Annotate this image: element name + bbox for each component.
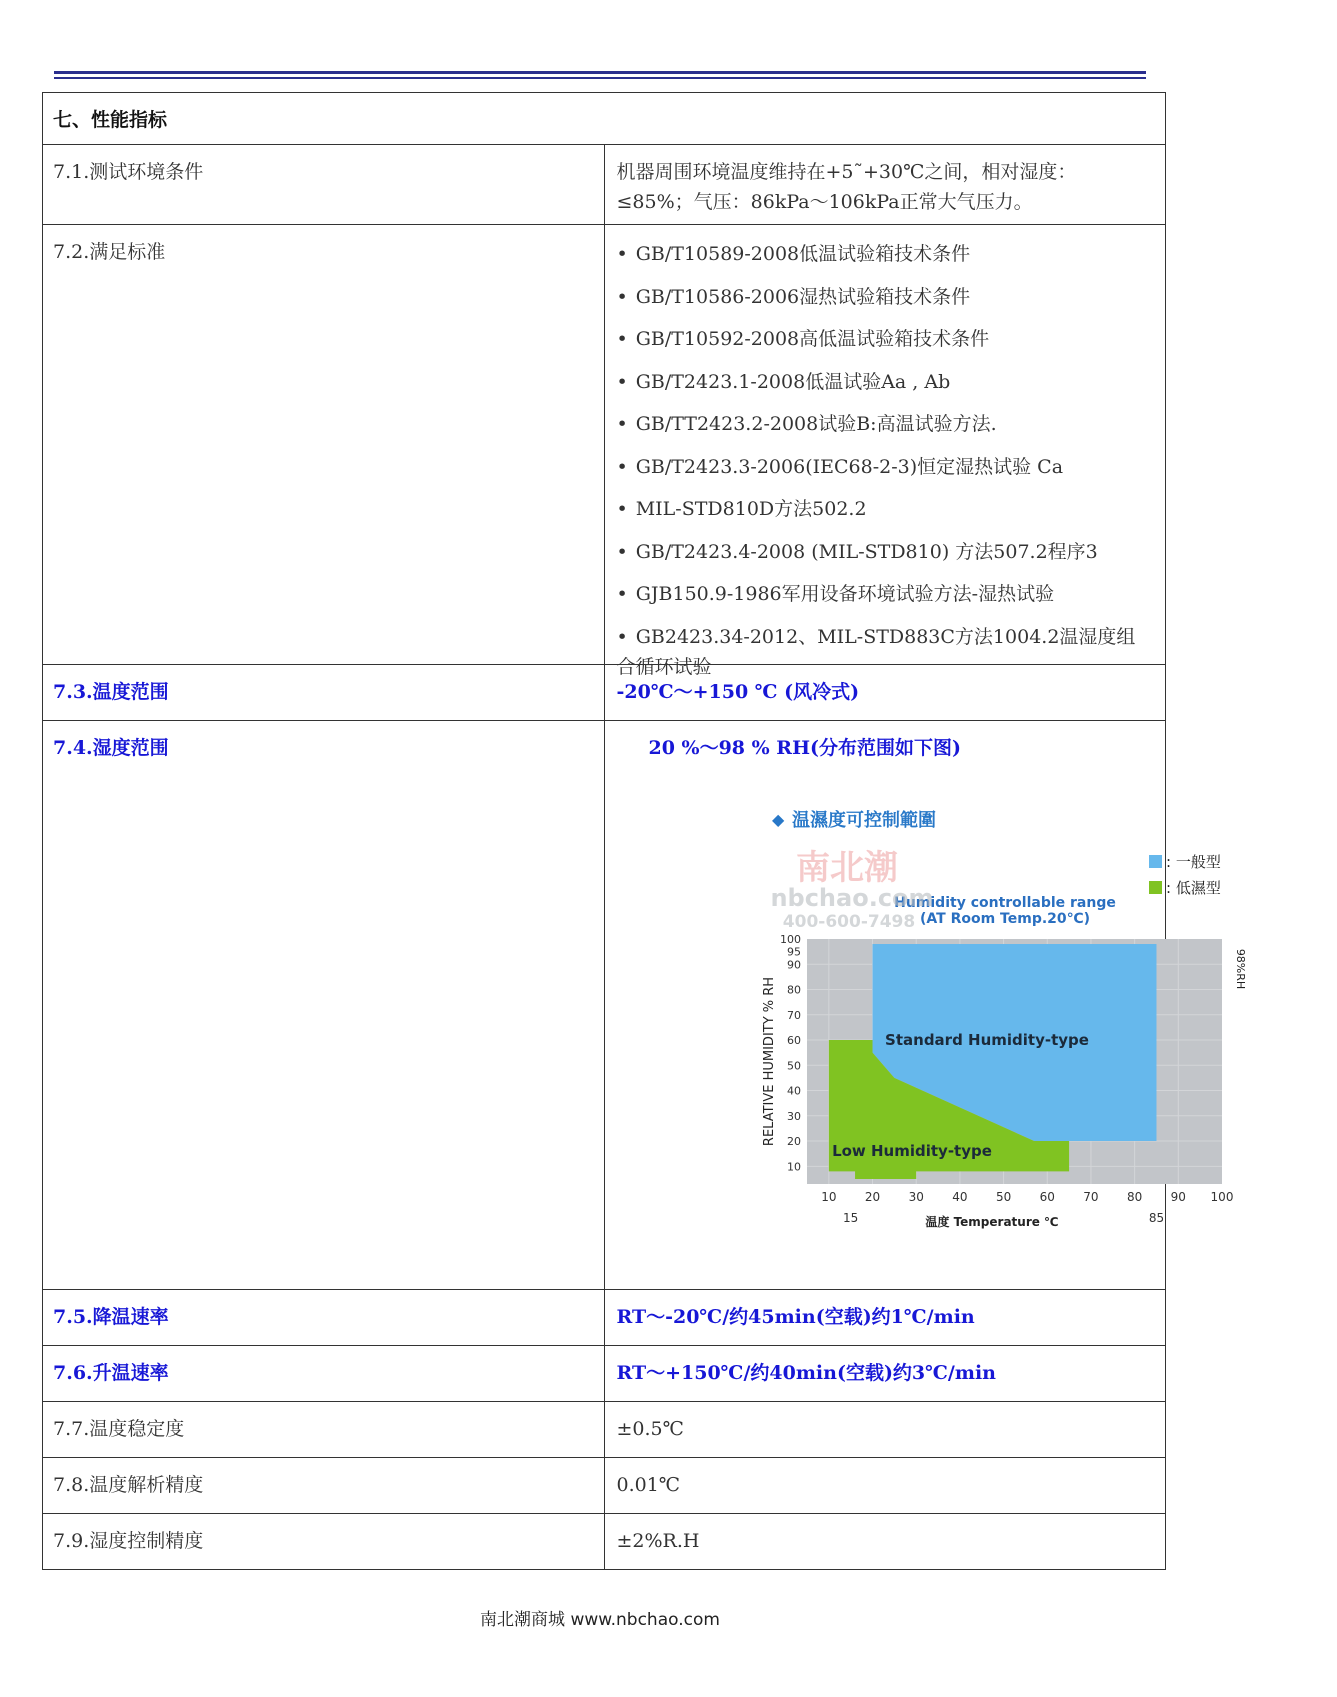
right-axis-label: 98%RH xyxy=(1233,948,1247,990)
x-tick-label: 50 xyxy=(995,1190,1011,1204)
y-tick-label: 90 xyxy=(786,958,801,972)
x-tick-label: 70 xyxy=(1082,1190,1099,1204)
header-rule-bottom xyxy=(54,77,1146,79)
row-value-temp-resolution: 0.01℃ xyxy=(604,1458,1166,1514)
list-item: • GJB150.9-1986军用设备环境试验方法-湿热试验 xyxy=(617,579,1154,622)
x-tick-label-extra: 15 xyxy=(842,1211,858,1225)
x-tick-label: 80 xyxy=(1126,1190,1142,1204)
spec-table xyxy=(42,92,1247,1570)
legend-label: : 低濕型 xyxy=(1165,879,1221,897)
humidity-chart-svg xyxy=(617,769,1337,1239)
y-tick-label: 80 xyxy=(786,983,801,997)
watermark-brand: 南北潮 xyxy=(795,848,898,888)
humidity-range-text: 20 %～98 % RH(分布范围如下图) xyxy=(648,737,962,759)
list-item: • GB/T10589-2008低温试验箱技术条件 xyxy=(617,239,1154,282)
row-value-standards xyxy=(604,225,1166,678)
y-tick-label: 40 xyxy=(786,1084,801,1098)
y-tick-label: 100 xyxy=(779,933,801,946)
diamond-icon: ◆ xyxy=(771,810,784,829)
chart-title: 温濕度可控制範圍 xyxy=(791,810,936,831)
y-tick-label: 95 xyxy=(786,945,801,959)
header-rule-top xyxy=(54,71,1146,74)
page-footer: 南北潮商城 www.nbchao.com xyxy=(480,1610,720,1630)
y-tick-label: 30 xyxy=(786,1109,801,1123)
legend-swatch xyxy=(1149,881,1162,894)
row-value-heating-rate: RT～+150℃/约40min(空载)约3℃/min xyxy=(604,1346,1166,1402)
x-axis-label: 温度 Temperature ℃ xyxy=(924,1215,1059,1229)
row-label-temp-range: 7.3.温度范围 xyxy=(43,665,605,721)
row-label-cooling-rate: 7.5.降温速率 xyxy=(43,1290,605,1346)
chart-subtitle-1: Humidity controllable range xyxy=(893,895,1116,911)
legend-swatch xyxy=(1149,855,1162,868)
row-label-temp-stability: 7.7.温度稳定度 xyxy=(43,1402,605,1458)
row-label-standards: 7.2.满足标准 xyxy=(43,225,605,665)
row-label-temp-resolution: 7.8.温度解析精度 xyxy=(43,1458,605,1514)
x-tick-label: 90 xyxy=(1170,1190,1186,1204)
x-tick-label: 60 xyxy=(1039,1190,1055,1204)
row-value-test-env: 机器周围环境温度维持在+5˜+30℃之间，相对湿度：≤85%；气压：86kPa～106kPa正常大气压力。 xyxy=(604,145,1166,225)
x-tick-label: 30 xyxy=(908,1190,924,1204)
legend-label: : 一般型 xyxy=(1165,853,1221,871)
y-tick-label: 70 xyxy=(786,1008,801,1022)
y-tick-label: 50 xyxy=(786,1059,801,1073)
row-label-humidity-range: 7.4.湿度范围 xyxy=(43,721,605,1290)
y-axis-label: RELATIVE HUMIDITY % RH xyxy=(761,976,777,1147)
row-value-temp-range: -20℃～+150 ℃ (风冷式) xyxy=(604,665,1166,721)
row-value-humidity-accuracy: ±2%R.H xyxy=(604,1514,1166,1570)
x-tick-label-extra: 85 xyxy=(1148,1211,1164,1225)
row-label-test-env: 7.1.测试环境条件 xyxy=(43,145,605,225)
x-tick-label: 20 xyxy=(864,1190,880,1204)
x-tick-label: 40 xyxy=(951,1190,968,1204)
list-item: • GB2423.34-2012、MIL-STD883C方法1004.2温湿度组合循环试验 xyxy=(617,622,1154,665)
row-label-heating-rate: 7.6.升温速率 xyxy=(43,1346,605,1402)
list-item: • GB/T10586-2006湿热试验箱技术条件 xyxy=(617,282,1154,325)
x-tick-label: 100 xyxy=(1210,1190,1233,1204)
row-value-humidity-range xyxy=(604,721,1247,1290)
list-item: • MIL-STD810D方法502.2 xyxy=(617,494,1154,537)
row-value-temp-stability: ±0.5℃ xyxy=(604,1402,1166,1458)
x-tick-label: 10 xyxy=(820,1190,836,1204)
y-tick-label: 10 xyxy=(786,1160,801,1174)
section-title: 七、性能指标 xyxy=(43,93,1166,145)
row-value-cooling-rate: RT～-20℃/约45min(空载)约1℃/min xyxy=(604,1290,1166,1346)
low-humidity-label: Low Humidity-type xyxy=(831,1142,992,1160)
humidity-chart xyxy=(617,769,1337,1239)
watermark-site: nbchao.com xyxy=(769,884,934,912)
row-label-humidity-accuracy: 7.9.湿度控制精度 xyxy=(43,1514,605,1570)
list-item: • GB/T2423.1-2008低温试验Aa , Ab xyxy=(617,367,1154,410)
list-item: • GB/TT2423.2-2008试验B:高温试验方法. xyxy=(617,409,1154,452)
standards-list xyxy=(616,237,1154,678)
watermark-phone: 400-600-7498 xyxy=(782,912,915,932)
list-item: • GB/T2423.3-2006(IEC68-2-3)恒定湿热试验 Ca xyxy=(617,452,1154,495)
standard-humidity-label: Standard Humidity-type xyxy=(884,1031,1089,1049)
chart-subtitle-2: (AT Room Temp.20℃) xyxy=(919,911,1090,927)
list-item: • GB/T2423.4-2008 (MIL-STD810) 方法507.2程序3 xyxy=(617,537,1154,580)
list-item: • GB/T10592-2008高低温试验箱技术条件 xyxy=(617,324,1154,367)
y-tick-label: 20 xyxy=(786,1135,801,1149)
y-tick-label: 60 xyxy=(786,1034,801,1048)
